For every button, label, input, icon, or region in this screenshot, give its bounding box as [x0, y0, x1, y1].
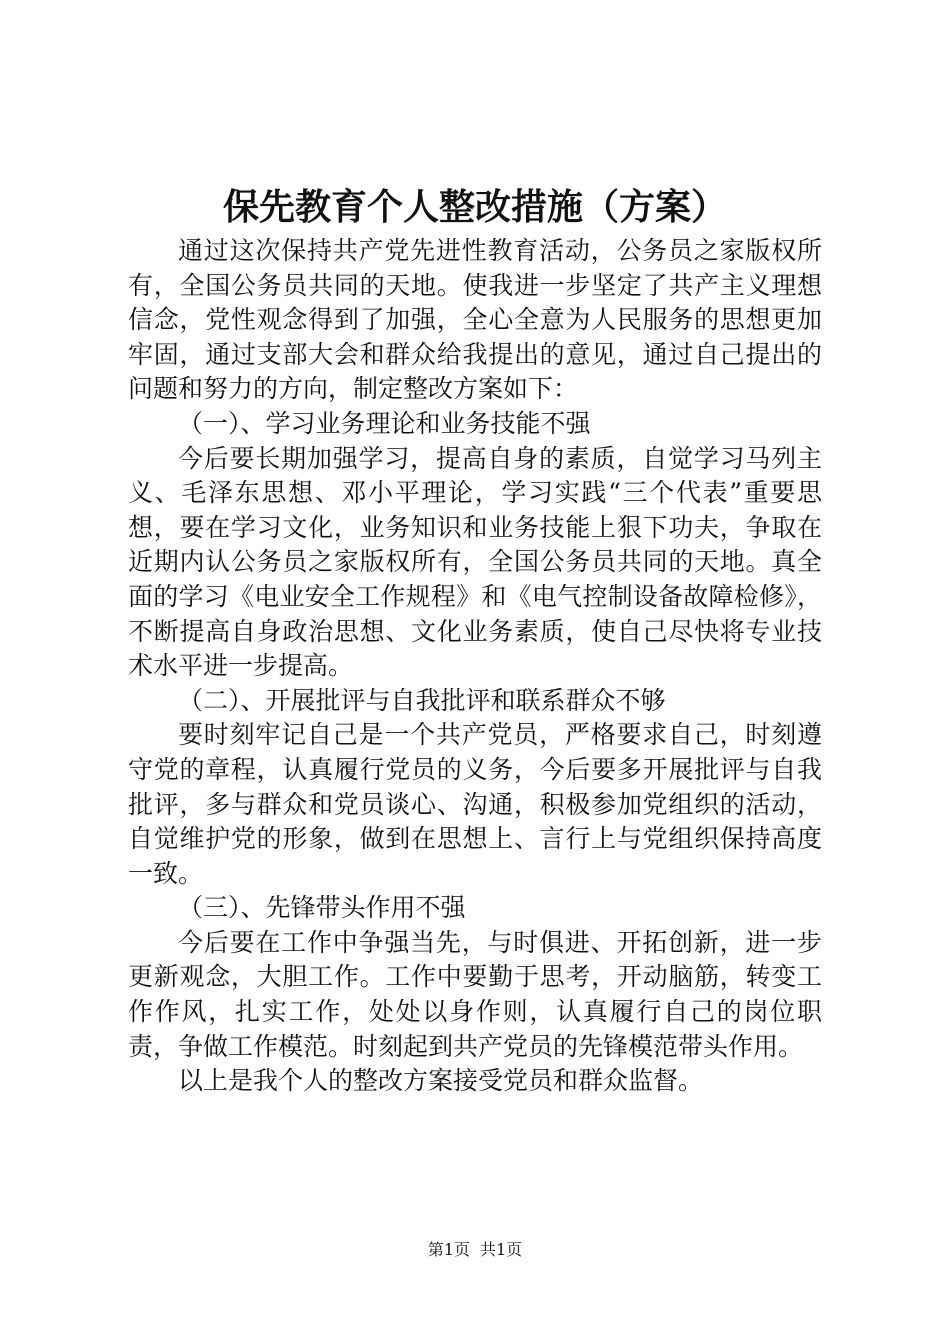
- section-heading-2: （二）、开展批评与自我批评和联系群众不够: [178, 685, 666, 715]
- page-number: 第1页: [427, 1240, 470, 1259]
- document-body: [128, 234, 822, 1099]
- section-heading-3: （三）、先锋带头作用不强: [178, 893, 466, 923]
- document-title: 保先教育个人整改措施（方案）: [222, 186, 727, 228]
- section-paragraph-3: 今后要在工作中争强当先，与时俱进、开拓创新，进一步更新观念，大胆工作。工作中要勤于思考，开动脑筋，转变工作作风，扎实工作，处处以身作则，认真履行自己的岗位职责，争做工作模范。时刻起到共产党员的先锋模范带头作用。: [128, 927, 822, 1061]
- section-heading-1: （一）、学习业务理论和业务技能不强: [178, 408, 591, 438]
- page-footer: [0, 1240, 950, 1260]
- section-paragraph-1: 今后要长期加强学习，提高自身的素质，自觉学习马列主义、毛泽东思想、邓小平理论，学习实践“三个代表”重要思想，要在学习文化，业务知识和业务技能上狠下功夫，争取在近期内认公务员之家版权所有，全国公务员共同的天地。真全面的学习《电业安全工作规程》和《电气控制设备故障检修》，不断提高自身政治思想、文化业务素质，使自己尽快将专业技术水平进一步提高。: [128, 443, 822, 681]
- intro-paragraph: 通过这次保持共产党先进性教育活动，公务员之家版权所有，全国公务员共同的天地。使我进一步坚定了共产主义理想信念，党性观念得到了加强，全心全意为人民服务的思想更加牢固，通过支部大会和群众给我提出的意见，通过自己提出的问题和努力的方向，制定整改方案如下：: [128, 236, 822, 404]
- closing-paragraph: 以上是我个人的整改方案接受党员和群众监督。: [178, 1066, 704, 1096]
- page-total: 共1页: [480, 1240, 523, 1259]
- section-paragraph-2: 要时刻牢记自己是一个共产党员，严格要求自己，时刻遵守党的章程，认真履行党员的义务，今后要多开展批评与自我批评，多与群众和党员谈心、沟通，积极参加党组织的活动，自觉维护党的形象，做到在思想上、言行上与党组织保持高度一致。: [128, 720, 822, 888]
